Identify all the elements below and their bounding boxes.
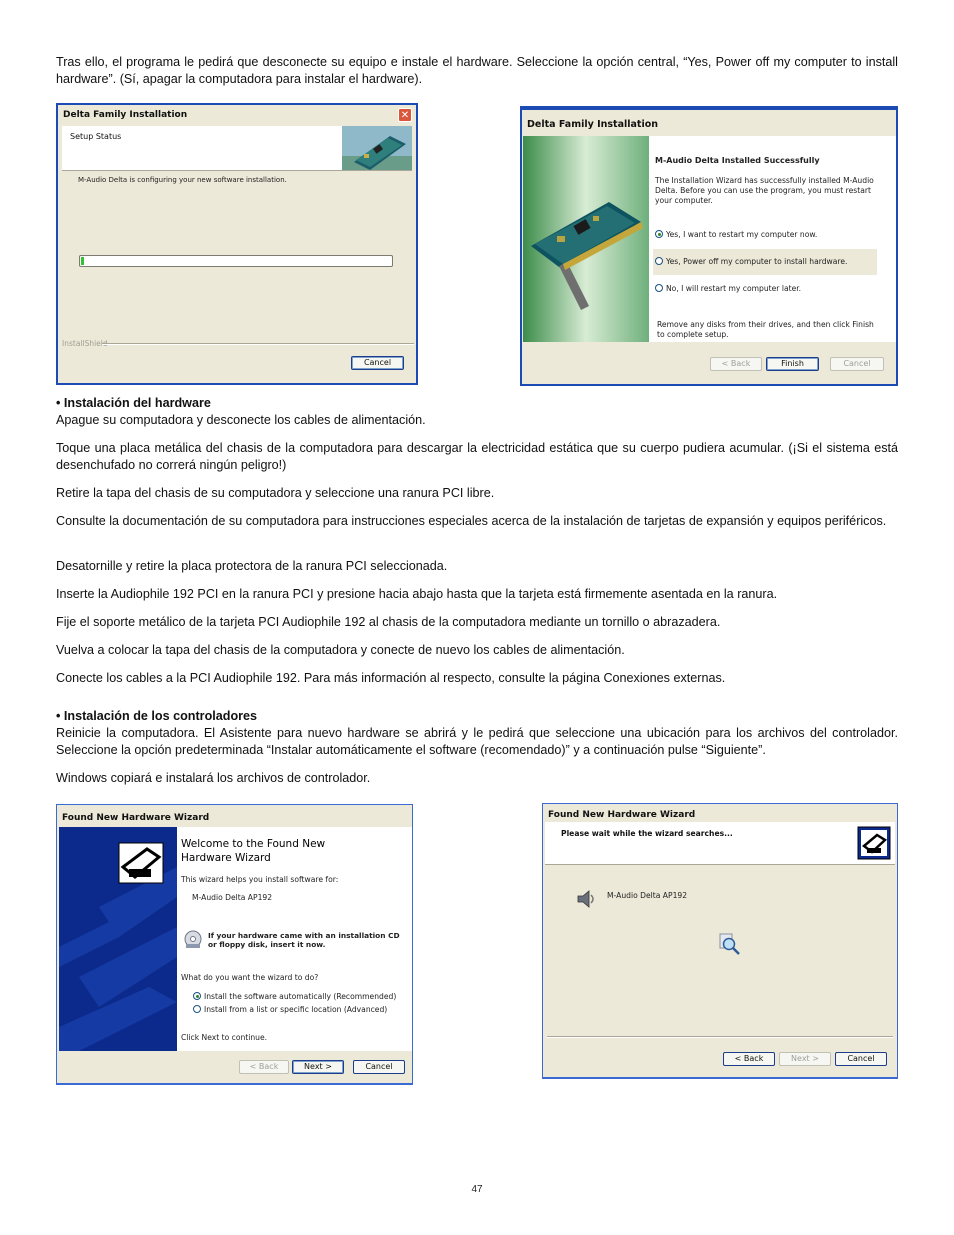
- hardware-step-3: Retire la tapa del chasis de su computadora y seleccione una ranura PCI libre.: [56, 486, 495, 500]
- drivers-heading: • Instalación de los controladores: [56, 709, 258, 723]
- hardware-step-9: Conecte los cables a la PCI Audiophile 192. Para más información al respecto, consulte la página Conexiones externas.: [56, 671, 726, 685]
- separator: [102, 343, 414, 345]
- finish-instructions: Remove any disks from their drives, and then click Finish to complete setup.: [657, 320, 874, 339]
- hardware-step-2: Toque una placa metálica del chasis de la computadora para descargar la electricidad estática que su cuerpo pudiera acumular. (¡Si el sistema está desenchufado no correrá ningún peligro!): [56, 441, 898, 472]
- option-install-from-list[interactable]: [193, 1005, 387, 1015]
- hardware-step-7: Fije el soporte metálico de la tarjeta PCI Audiophile 192 al chasis de la computadora mediante un tornillo o abrazadera.: [56, 615, 721, 629]
- cancel-button[interactable]: Cancel: [353, 1060, 405, 1074]
- back-button[interactable]: < Back: [239, 1060, 289, 1074]
- title-bar: [522, 116, 896, 134]
- continue-instruction: Click Next to continue.: [181, 1033, 268, 1042]
- next-button[interactable]: Next >: [292, 1060, 344, 1074]
- option-power-off[interactable]: [653, 249, 877, 275]
- window-title: Delta Family Installation: [527, 119, 659, 130]
- found-hardware-search-window: [542, 803, 898, 1079]
- radio-power-off[interactable]: [655, 257, 663, 265]
- device-name: M-Audio Delta AP192: [192, 893, 273, 902]
- title-bar: [57, 810, 412, 826]
- cd-instruction: If your hardware came with an installation CD or floppy disk, insert it now.: [208, 931, 400, 949]
- back-button[interactable]: < Back: [710, 357, 762, 371]
- page-number: 47: [471, 1184, 483, 1195]
- wizard-intro: This wizard helps you install software for:: [181, 875, 339, 884]
- window-title: Found New Hardware Wizard: [548, 810, 696, 820]
- option-restart-later[interactable]: [655, 284, 801, 294]
- finish-button[interactable]: Finish: [766, 357, 819, 371]
- window-title: Delta Family Installation: [63, 110, 188, 120]
- progress-fill: [81, 257, 84, 265]
- back-button[interactable]: < Back: [723, 1052, 775, 1066]
- sound-card-image: [342, 126, 412, 170]
- searching-magnifier-icon: [717, 932, 741, 956]
- hardware-step-6: Inserte la Audiophile 192 PCI en la ranura PCI y presione hacia abajo hasta que la tarjeta está firmemente asentada en la ranura.: [56, 587, 778, 601]
- option-restart-later-label: No, I will restart my computer later.: [666, 284, 802, 293]
- intro-paragraph: Tras ello, el programa le pedirá que desconecte su equipo e instale el hardware. Seleccione la opción central, “Yes, Power off my computer to install hardware”. (Sí, apagar la computadora para instalar el hardware).: [56, 55, 898, 86]
- sound-card-image: [523, 136, 649, 342]
- installshield-label: InstallShield: [62, 339, 108, 348]
- status-text: M-Audio Delta is configuring your new software installation.: [78, 176, 287, 184]
- hardware-step-8: Vuelva a colocar la tapa del chasis de la computadora y conecte de nuevo los cables de alimentación.: [56, 643, 625, 657]
- drivers-step-1: Reinicie la computadora. El Asistente para nuevo hardware se abrirá y le pedirá que seleccione una ubicación para los archivos del controlador. Seleccione la opción predeterminada “Instalar automáticamente el software (recomendado)” y a continuación pulse “Siguiente”.: [56, 726, 898, 757]
- wizard-question: What do you want the wizard to do?: [181, 973, 319, 982]
- option-restart-now-label: Yes, I want to restart my computer now.: [666, 230, 818, 239]
- hardware-section: [56, 395, 898, 429]
- welcome-heading: Welcome to the Found New Hardware Wizard: [181, 838, 326, 864]
- radio-restart-later[interactable]: [655, 284, 663, 292]
- option-power-off-row: [655, 257, 847, 267]
- hardware-step-1: Apague su computadora y desconecte los cables de alimentación.: [56, 413, 426, 427]
- header-panel: [62, 126, 412, 171]
- radio-install-automatically[interactable]: [193, 992, 201, 1000]
- title-bar: [543, 807, 897, 823]
- separator: [547, 1036, 893, 1038]
- radio-install-from-list[interactable]: [193, 1005, 201, 1013]
- drivers-step-2: Windows copiará e instalará los archivos de controlador.: [56, 771, 371, 785]
- header-title: Please wait while the wizard searches...: [561, 829, 733, 838]
- title-bar: [58, 105, 416, 125]
- radio-restart-now[interactable]: [655, 230, 663, 238]
- speaker-icon: [575, 888, 597, 910]
- content-panel: [649, 136, 898, 342]
- next-button[interactable]: Next >: [779, 1052, 831, 1066]
- hardware-wizard-icon: [857, 826, 891, 860]
- option-power-off-label: Yes, Power off my computer to install hardware.: [666, 257, 848, 266]
- progress-bar: [79, 255, 393, 267]
- header-panel: [545, 822, 895, 865]
- success-description: The Installation Wizard has successfully installed M-Audio Delta. Before you can use the program, you must restart your computer.: [655, 176, 874, 205]
- device-name: M-Audio Delta AP192: [607, 891, 688, 900]
- hardware-step-4: Consulte la documentación de su computadora para instrucciones especiales acerca de la instalación de tarjetas de expansión y equipos periféricos.: [56, 514, 887, 528]
- cancel-button[interactable]: Cancel: [351, 356, 404, 370]
- cancel-button[interactable]: Cancel: [835, 1052, 887, 1066]
- hardware-heading: • Instalación del hardware: [56, 396, 211, 410]
- cancel-button[interactable]: Cancel: [830, 357, 884, 371]
- window-title: Found New Hardware Wizard: [62, 813, 210, 823]
- cd-icon: [183, 929, 203, 949]
- option-install-from-list-label: Install from a list or specific location (Advanced): [204, 1005, 388, 1014]
- wizard-side-banner: [59, 827, 177, 1051]
- header-title: Setup Status: [70, 132, 122, 141]
- drivers-section: [56, 708, 898, 759]
- hardware-step-5: Desatornille y retire la placa protectora de la ranura PCI seleccionada.: [56, 559, 448, 573]
- success-heading: M-Audio Delta Installed Successfully: [655, 156, 820, 165]
- content-panel: [177, 827, 412, 1051]
- close-button[interactable]: ✕: [398, 108, 412, 122]
- option-install-automatically-label: Install the software automatically (Recommended): [204, 992, 397, 1001]
- option-restart-now[interactable]: [655, 230, 817, 240]
- option-install-automatically[interactable]: [193, 992, 396, 1002]
- setup-status-window: [56, 103, 418, 385]
- found-hardware-welcome-window: [56, 804, 413, 1085]
- install-complete-window: [520, 106, 898, 386]
